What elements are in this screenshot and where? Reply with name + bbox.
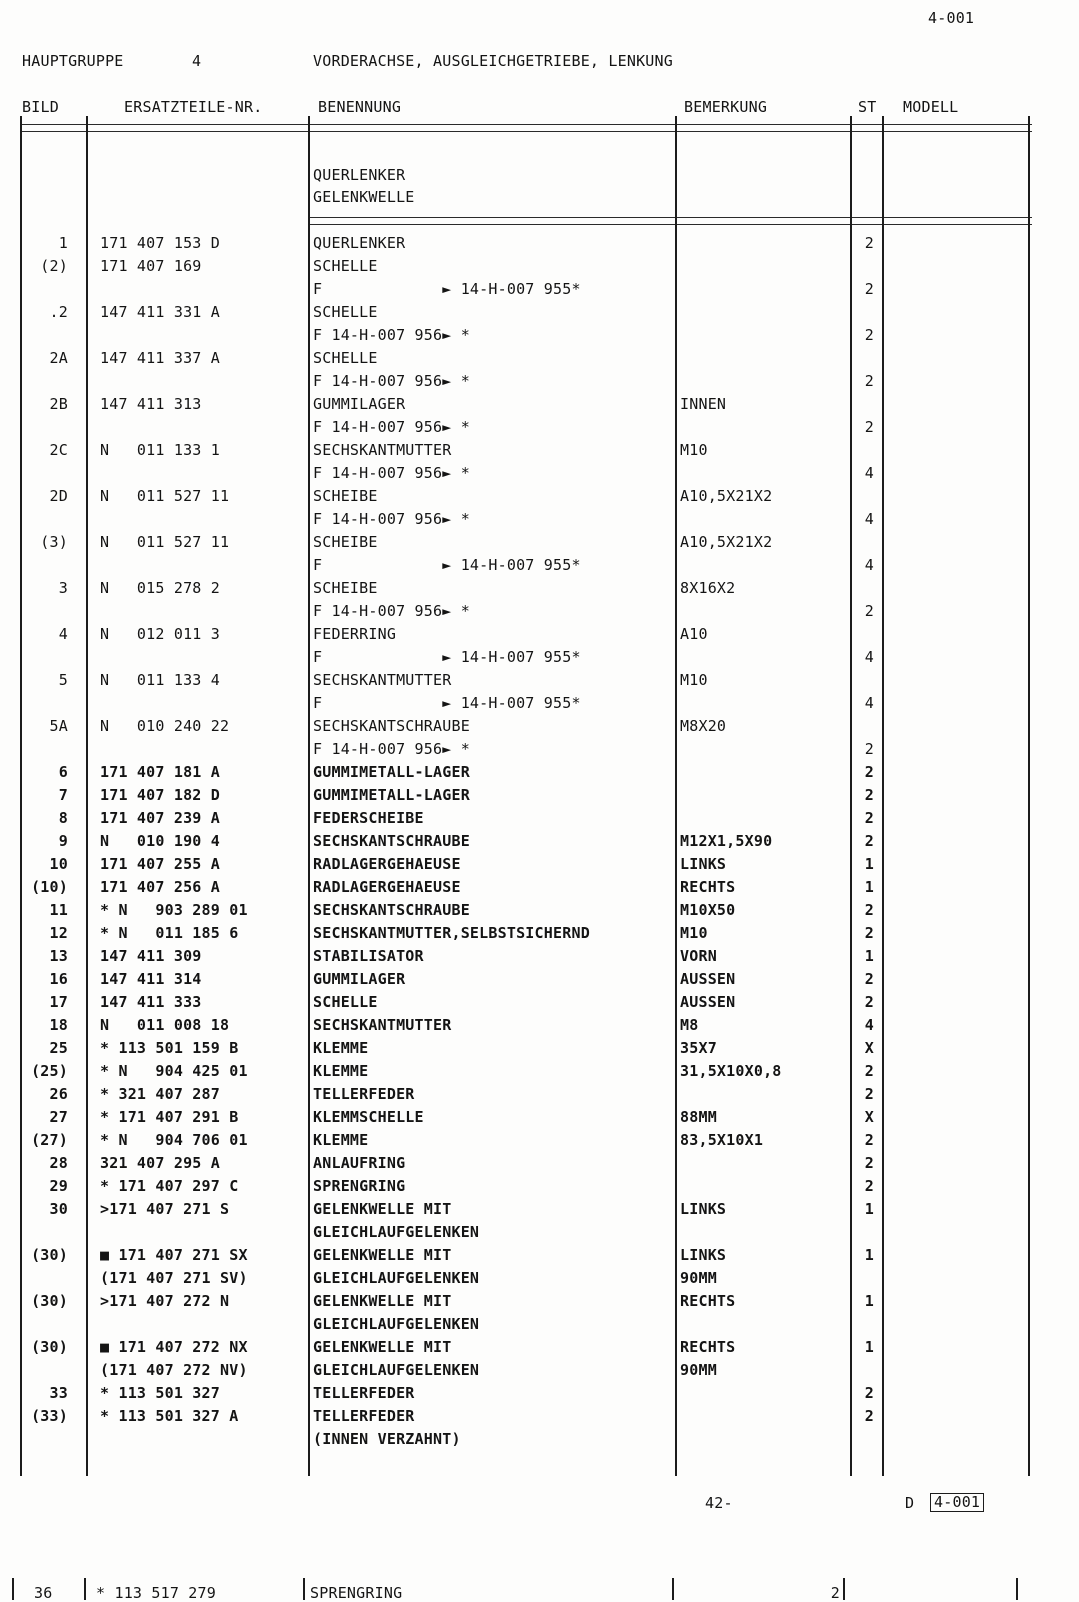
row-designation: GUMMIMETALL-LAGER [313, 763, 470, 781]
row-designation: SECHSKANTMUTTER [313, 671, 452, 689]
next-page-line-5 [1016, 1578, 1018, 1600]
row-part-number: 171 407 153 D [100, 234, 220, 252]
row-part-number: * 171 407 291 B [100, 1108, 239, 1126]
row-designation: F ► 14-H-007 955* [313, 694, 581, 712]
table-row [0, 1198, 1079, 1221]
table-row [0, 255, 1079, 278]
row-bild: (33) [31, 1407, 68, 1425]
row-bild: .2 [49, 303, 68, 321]
row-remark: M8X20 [680, 717, 727, 735]
row-remark: 35X7 [680, 1039, 717, 1057]
row-bild: (25) [31, 1062, 68, 1080]
row-bild: 17 [49, 993, 68, 1011]
row-designation: TELLERFEDER [313, 1384, 415, 1402]
row-designation: GELENKWELLE MIT [313, 1292, 452, 1310]
table-row [0, 324, 1079, 347]
row-designation: KLEMMSCHELLE [313, 1108, 424, 1126]
row-designation: SECHSKANTMUTTER [313, 441, 452, 459]
row-designation: GELENKWELLE MIT [313, 1338, 452, 1356]
next-page-line-2 [303, 1578, 305, 1600]
row-remark: 83,5X10X1 [680, 1131, 764, 1149]
row-bild: 3 [58, 579, 68, 597]
row-part-number: >171 407 272 N [100, 1292, 230, 1310]
table-row [0, 531, 1079, 554]
table-row [0, 1359, 1079, 1382]
row-remark: AUSSEN [680, 970, 736, 988]
row-designation: F 14-H-007 956► * [313, 740, 470, 758]
row-part-number: 147 411 331 A [100, 303, 220, 321]
row-designation: SECHSKANTMUTTER [313, 1016, 452, 1034]
row-part-number: * 113 501 159 B [100, 1039, 239, 1057]
row-quantity: 4 [864, 694, 874, 712]
row-remark: VORN [680, 947, 717, 965]
row-bild: (10) [31, 878, 68, 896]
row-quantity: 4 [864, 556, 874, 574]
row-remark: RECHTS [680, 1338, 736, 1356]
row-quantity: 2 [864, 1177, 874, 1195]
row-designation: KLEMME [313, 1039, 369, 1057]
row-designation: FEDERRING [313, 625, 397, 643]
row-bild: 2A [49, 349, 68, 367]
row-remark: 8X16X2 [680, 579, 736, 597]
row-bild: 25 [49, 1039, 68, 1057]
table-row [0, 1175, 1079, 1198]
row-designation: GUMMILAGER [313, 970, 406, 988]
row-bild: 16 [49, 970, 68, 988]
col-header-name: BENENNUNG [318, 98, 402, 116]
row-designation: STABILISATOR [313, 947, 424, 965]
row-designation: SCHELLE [313, 303, 378, 321]
row-part-number: ■ 171 407 271 SX [100, 1246, 248, 1264]
row-remark: A10 [680, 625, 708, 643]
row-part-number: N 010 190 4 [100, 832, 220, 850]
row-part-number: (171 407 271 SV) [100, 1269, 248, 1287]
row-quantity: 4 [864, 1016, 874, 1034]
next-page-line-0 [12, 1578, 14, 1600]
table-row [0, 232, 1079, 255]
row-quantity: 2 [864, 993, 874, 1011]
row-designation: SCHEIBE [313, 487, 378, 505]
next-page-line-4 [843, 1578, 845, 1600]
row-quantity: 2 [864, 280, 874, 298]
row-remark: M10X50 [680, 901, 736, 919]
row-designation: GUMMIMETALL-LAGER [313, 786, 470, 804]
col-header-part: ERSATZTEILE-NR. [124, 98, 263, 116]
row-designation: F 14-H-007 956► * [313, 326, 470, 344]
row-bild: 18 [49, 1016, 68, 1034]
row-part-number: >171 407 271 S [100, 1200, 230, 1218]
row-quantity: 2 [864, 1085, 874, 1103]
table-row [0, 669, 1079, 692]
row-designation: QUERLENKER [313, 234, 406, 252]
col-header-model: MODELL [903, 98, 959, 116]
next-page-name: SPRENGRING [310, 1584, 403, 1602]
row-bild: 6 [58, 763, 68, 781]
row-part-number: N 011 008 18 [100, 1016, 230, 1034]
row-bild: 12 [49, 924, 68, 942]
row-designation: F ► 14-H-007 955* [313, 556, 581, 574]
row-quantity: 1 [864, 1200, 874, 1218]
next-page-line-3 [672, 1578, 674, 1600]
row-part-number: * N 904 706 01 [100, 1131, 248, 1149]
row-designation: TELLERFEDER [313, 1407, 415, 1425]
table-row [0, 508, 1079, 531]
next-page-line-1 [84, 1578, 86, 1600]
table-row [0, 715, 1079, 738]
row-bild: 5A [49, 717, 68, 735]
row-quantity: X [864, 1039, 874, 1057]
row-quantity: 4 [864, 510, 874, 528]
table-row [0, 853, 1079, 876]
table-row [0, 876, 1079, 899]
row-part-number: * 113 501 327 [100, 1384, 220, 1402]
row-quantity: 2 [864, 832, 874, 850]
row-part-number: * N 904 425 01 [100, 1062, 248, 1080]
row-remark: M10 [680, 671, 708, 689]
table-row [0, 1313, 1079, 1336]
table-row [0, 968, 1079, 991]
row-part-number: N 011 527 11 [100, 533, 230, 551]
row-part-number: 171 407 182 D [100, 786, 220, 804]
table-row [0, 301, 1079, 324]
row-designation: F 14-H-007 956► * [313, 418, 470, 436]
row-remark: RECHTS [680, 1292, 736, 1310]
row-bild: (30) [31, 1246, 68, 1264]
row-part-number: 321 407 295 A [100, 1154, 220, 1172]
row-part-number: 171 407 256 A [100, 878, 220, 896]
row-quantity: 2 [864, 763, 874, 781]
row-designation: GLEICHLAUFGELENKEN [313, 1269, 480, 1287]
row-designation: F ► 14-H-007 955* [313, 648, 581, 666]
row-bild: 13 [49, 947, 68, 965]
table-row [0, 1382, 1079, 1405]
row-part-number: 171 407 169 [100, 257, 202, 275]
row-part-number: * 113 501 327 A [100, 1407, 239, 1425]
row-designation: SCHELLE [313, 993, 378, 1011]
row-quantity: 2 [864, 1407, 874, 1425]
section-heading: GELENKWELLE [313, 188, 415, 206]
row-part-number: 147 411 333 [100, 993, 202, 1011]
table-row [0, 991, 1079, 1014]
row-designation: (INNEN VERZAHNT) [313, 1430, 461, 1448]
row-quantity: 4 [864, 648, 874, 666]
row-quantity: 1 [864, 855, 874, 873]
row-part-number: * 171 407 297 C [100, 1177, 239, 1195]
row-part-number: (171 407 272 NV) [100, 1361, 248, 1379]
col-header-qty: ST [858, 98, 877, 116]
row-designation: TELLERFEDER [313, 1085, 415, 1103]
page-number-top: 4-001 [928, 9, 975, 27]
table-row [0, 646, 1079, 669]
table-row [0, 945, 1079, 968]
row-bild: 2D [49, 487, 68, 505]
row-bild: 26 [49, 1085, 68, 1103]
table-row [0, 370, 1079, 393]
row-bild: 1 [58, 234, 68, 252]
table-row [0, 1037, 1079, 1060]
row-part-number: 147 411 314 [100, 970, 202, 988]
row-remark: RECHTS [680, 878, 736, 896]
row-quantity: 2 [864, 1131, 874, 1149]
row-quantity: 1 [864, 878, 874, 896]
row-part-number: N 011 527 11 [100, 487, 230, 505]
row-designation: GLEICHLAUFGELENKEN [313, 1223, 480, 1241]
table-row [0, 462, 1079, 485]
row-quantity: 2 [864, 901, 874, 919]
next-page-qty: 2 [830, 1584, 840, 1602]
row-designation: SECHSKANTSCHRAUBE [313, 832, 470, 850]
row-designation: GLEICHLAUFGELENKEN [313, 1361, 480, 1379]
table-row [0, 1336, 1079, 1359]
col-header-bild: BILD [22, 98, 59, 116]
row-designation: F ► 14-H-007 955* [313, 280, 581, 298]
row-quantity: 2 [864, 372, 874, 390]
section-heading: QUERLENKER [313, 166, 406, 184]
table-row [0, 439, 1079, 462]
table-row [0, 485, 1079, 508]
table-row [0, 1152, 1079, 1175]
section-double-rule [308, 217, 1032, 225]
group-title: VORDERACHSE, AUSGLEICHGETRIEBE, LENKUNG [313, 52, 673, 70]
row-quantity: 1 [864, 1246, 874, 1264]
row-part-number: * N 011 185 6 [100, 924, 239, 942]
col-header-remark: BEMERKUNG [684, 98, 768, 116]
footer-code-prefix: D [905, 1494, 915, 1512]
row-part-number: N 011 133 1 [100, 441, 220, 459]
row-bild: 7 [58, 786, 68, 804]
row-part-number: 147 411 309 [100, 947, 202, 965]
row-quantity: X [864, 1108, 874, 1126]
table-row [0, 1106, 1079, 1129]
row-designation: SPRENGRING [313, 1177, 406, 1195]
row-quantity: 2 [864, 234, 874, 252]
row-designation: SECHSKANTMUTTER,SELBSTSICHERND [313, 924, 590, 942]
row-part-number: * N 903 289 01 [100, 901, 248, 919]
row-bild: 30 [49, 1200, 68, 1218]
row-designation: GELENKWELLE MIT [313, 1200, 452, 1218]
table-row [0, 1428, 1079, 1451]
table-row [0, 600, 1079, 623]
row-remark: A10,5X21X2 [680, 533, 773, 551]
row-part-number: 147 411 337 A [100, 349, 220, 367]
table-row [0, 784, 1079, 807]
row-bild: 28 [49, 1154, 68, 1172]
row-designation: SCHEIBE [313, 533, 378, 551]
row-quantity: 2 [864, 924, 874, 942]
row-bild: 33 [49, 1384, 68, 1402]
row-quantity: 2 [864, 786, 874, 804]
group-label: HAUPTGRUPPE [22, 52, 124, 70]
next-page-part: * 113 517 279 [96, 1584, 216, 1602]
row-remark: 31,5X10X0,8 [680, 1062, 782, 1080]
row-quantity: 2 [864, 418, 874, 436]
table-row [0, 899, 1079, 922]
row-remark: M10 [680, 441, 708, 459]
row-remark: 90MM [680, 1269, 717, 1287]
row-quantity: 1 [864, 947, 874, 965]
table-row [0, 393, 1079, 416]
table-row [0, 623, 1079, 646]
table-row [0, 1267, 1079, 1290]
row-designation: GUMMILAGER [313, 395, 406, 413]
table-row [0, 692, 1079, 715]
row-part-number: 171 407 255 A [100, 855, 220, 873]
row-quantity: 2 [864, 1384, 874, 1402]
table-row [0, 761, 1079, 784]
row-remark: A10,5X21X2 [680, 487, 773, 505]
row-remark: M10 [680, 924, 708, 942]
row-part-number: N 011 133 4 [100, 671, 220, 689]
table-row [0, 1014, 1079, 1037]
row-quantity: 2 [864, 326, 874, 344]
table-row [0, 738, 1079, 761]
row-part-number: 171 407 239 A [100, 809, 220, 827]
row-quantity: 2 [864, 740, 874, 758]
row-remark: AUSSEN [680, 993, 736, 1011]
group-number: 4 [192, 52, 202, 70]
row-quantity: 1 [864, 1292, 874, 1310]
row-bild: 29 [49, 1177, 68, 1195]
row-remark: 90MM [680, 1361, 717, 1379]
row-bild: 5 [58, 671, 68, 689]
row-designation: SCHEIBE [313, 579, 378, 597]
row-bild: (3) [40, 533, 68, 551]
table-row [0, 1290, 1079, 1313]
row-remark: INNEN [680, 395, 727, 413]
row-quantity: 1 [864, 1338, 874, 1356]
row-designation: KLEMME [313, 1131, 369, 1149]
row-quantity: 2 [864, 970, 874, 988]
footer-code-box: 4-001 [930, 1493, 984, 1512]
row-remark: M12X1,5X90 [680, 832, 773, 850]
table-row [0, 1083, 1079, 1106]
row-bild: 8 [58, 809, 68, 827]
row-quantity: 2 [864, 1154, 874, 1172]
row-designation: SCHELLE [313, 257, 378, 275]
table-row [0, 1221, 1079, 1244]
row-part-number: * 321 407 287 [100, 1085, 220, 1103]
row-remark: LINKS [680, 855, 727, 873]
row-designation: GLEICHLAUFGELENKEN [313, 1315, 480, 1333]
row-quantity: 2 [864, 1062, 874, 1080]
row-designation: F 14-H-007 956► * [313, 372, 470, 390]
row-quantity: 4 [864, 464, 874, 482]
table-row [0, 577, 1079, 600]
row-bild: (27) [31, 1131, 68, 1149]
table-row [0, 347, 1079, 370]
table-row [0, 416, 1079, 439]
table-row [0, 830, 1079, 853]
table-row [0, 1244, 1079, 1267]
row-remark: LINKS [680, 1246, 727, 1264]
table-row [0, 922, 1079, 945]
row-designation: RADLAGERGEHAEUSE [313, 878, 461, 896]
row-designation: F 14-H-007 956► * [313, 602, 470, 620]
row-bild: 4 [58, 625, 68, 643]
row-designation: RADLAGERGEHAEUSE [313, 855, 461, 873]
table-row [0, 278, 1079, 301]
row-designation: GELENKWELLE MIT [313, 1246, 452, 1264]
row-designation: SECHSKANTSCHRAUBE [313, 901, 470, 919]
row-part-number: N 010 240 22 [100, 717, 230, 735]
row-part-number: N 015 278 2 [100, 579, 220, 597]
row-quantity: 2 [864, 809, 874, 827]
table-row [0, 554, 1079, 577]
row-designation: KLEMME [313, 1062, 369, 1080]
row-designation: F 14-H-007 956► * [313, 510, 470, 528]
row-bild: (2) [40, 257, 68, 275]
row-designation: ANLAUFRING [313, 1154, 406, 1172]
row-part-number: 147 411 313 [100, 395, 202, 413]
row-part-number: 171 407 181 A [100, 763, 220, 781]
row-bild: 9 [58, 832, 68, 850]
row-part-number: ■ 171 407 272 NX [100, 1338, 248, 1356]
row-remark: M8 [680, 1016, 699, 1034]
row-remark: 88MM [680, 1108, 717, 1126]
table-row [0, 1129, 1079, 1152]
footer-page: 42- [705, 1494, 733, 1512]
row-part-number: N 012 011 3 [100, 625, 220, 643]
header-double-rule [20, 124, 1032, 132]
next-page-bild: 36 [34, 1584, 53, 1602]
row-bild: (30) [31, 1292, 68, 1310]
row-designation: FEDERSCHEIBE [313, 809, 424, 827]
row-remark: LINKS [680, 1200, 727, 1218]
row-bild: 27 [49, 1108, 68, 1126]
row-bild: 10 [49, 855, 68, 873]
table-row [0, 1060, 1079, 1083]
row-designation: SCHELLE [313, 349, 378, 367]
row-bild: 2C [49, 441, 68, 459]
table-row [0, 807, 1079, 830]
row-designation: SECHSKANTSCHRAUBE [313, 717, 470, 735]
row-designation: F 14-H-007 956► * [313, 464, 470, 482]
table-row [0, 1405, 1079, 1428]
row-bild: 2B [49, 395, 68, 413]
row-quantity: 2 [864, 602, 874, 620]
row-bild: (30) [31, 1338, 68, 1356]
row-bild: 11 [49, 901, 68, 919]
